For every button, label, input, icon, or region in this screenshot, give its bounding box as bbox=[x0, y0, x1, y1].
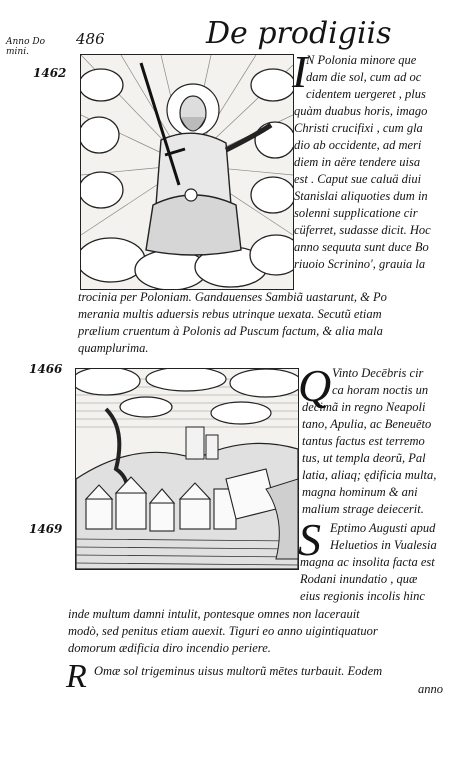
margin-year-1469: 1469 bbox=[29, 522, 63, 536]
margin-year-1462: 1462 bbox=[33, 66, 67, 80]
dropcap-s: S bbox=[298, 514, 321, 565]
page-number: 486 bbox=[76, 30, 105, 48]
side-line: N Polonia minore que bbox=[306, 53, 417, 67]
side-line: Heluetios in Vualesia bbox=[330, 538, 437, 552]
body-line: domorum ædificia diro incendio periere. bbox=[68, 641, 271, 655]
side-line: tano, Apulia, ac Beneuēto bbox=[302, 417, 432, 431]
section3-side-column bbox=[300, 520, 456, 605]
side-line: malium strage deiecerit. bbox=[302, 502, 424, 516]
side-line: dio ab occidente, ad meri bbox=[294, 138, 422, 152]
side-line: latia, aliaq; ędificia multa, bbox=[302, 468, 437, 482]
side-line: Eptimo Augusti apud bbox=[330, 521, 436, 535]
margin-anno-domini bbox=[6, 37, 45, 57]
section2-side-column bbox=[302, 365, 456, 518]
side-line: solenni supplicatione cir bbox=[294, 206, 418, 220]
side-line: ca horam noctis un bbox=[332, 383, 429, 397]
section1-side-column bbox=[294, 52, 456, 273]
side-line: eius regionis incolis hinc bbox=[300, 589, 425, 603]
side-line: cidentem uergeret , plus bbox=[306, 87, 426, 101]
side-line: est . Caput sue caluä diui bbox=[294, 172, 422, 186]
side-line: cüferret, sudasse dicit. Hoc bbox=[294, 223, 431, 237]
margin-anno-line-1: Anno Do bbox=[6, 37, 46, 47]
margin-anno-line-2: mini. bbox=[6, 47, 29, 57]
dropcap-i: I bbox=[292, 46, 308, 97]
side-line: decimã in regno Neapoli bbox=[302, 400, 426, 414]
margin-year-1466: 1466 bbox=[29, 362, 63, 376]
side-line: magna hominum & ani bbox=[302, 485, 418, 499]
side-line: Vinto Decēbris cir bbox=[332, 366, 424, 380]
section1-full-width bbox=[78, 289, 454, 357]
dropcap-q: Q bbox=[298, 360, 332, 411]
section3-full-width bbox=[68, 606, 454, 657]
christ-woodcut-illustration bbox=[81, 55, 293, 289]
page-title: De prodigiis bbox=[206, 16, 392, 51]
dropcap-r: R bbox=[66, 658, 87, 695]
side-line: anno sequuta sunt duce Bo bbox=[294, 240, 429, 254]
side-line: Stanislai aliquoties dum in bbox=[294, 189, 428, 203]
woodcut-earthquake-town bbox=[75, 368, 299, 570]
body-line: inde multum damni intulit, pontesque omnes non lacerauit bbox=[68, 607, 360, 621]
side-line: tus, ut templa deorũ, Pal bbox=[302, 451, 426, 465]
side-line: tantus factus est terremo bbox=[302, 434, 425, 448]
catchword: anno bbox=[418, 682, 443, 696]
side-line: magna ac insolita facta est bbox=[300, 555, 435, 569]
side-line: Rodani inundatio , quæ bbox=[300, 572, 418, 586]
body-line: modò, sed penitus etiam auexit. Tiguri eo anno uigintiquatuor bbox=[68, 624, 378, 638]
body-line: quamplurima. bbox=[78, 341, 149, 355]
final-line: Omæ sol trigeminus uisus multorũ mētes turbauit. Eodem bbox=[94, 664, 383, 678]
body-line: trocinia per Poloniam. Gandauenses Sambiã uastarunt, & Po bbox=[78, 290, 387, 304]
body-line: prælium cruentum à Polonis ad Puscum factum, & alia mala bbox=[78, 324, 383, 338]
side-line: riuoio Scrinino', grauia la bbox=[294, 257, 426, 271]
side-line: quàm duabus horis, imago bbox=[294, 104, 428, 118]
town-woodcut-illustration bbox=[76, 369, 298, 569]
woodcut-christ-with-sword bbox=[80, 54, 294, 290]
side-line: diem in aëre tendere uisa bbox=[294, 155, 421, 169]
body-line: merania multis aduersis rebus utrinque uexata. Secutũ etiam bbox=[78, 307, 382, 321]
side-line: dam die sol, cum ad oc bbox=[306, 70, 422, 84]
side-line: Christi crucifixi , cum gla bbox=[294, 121, 423, 135]
